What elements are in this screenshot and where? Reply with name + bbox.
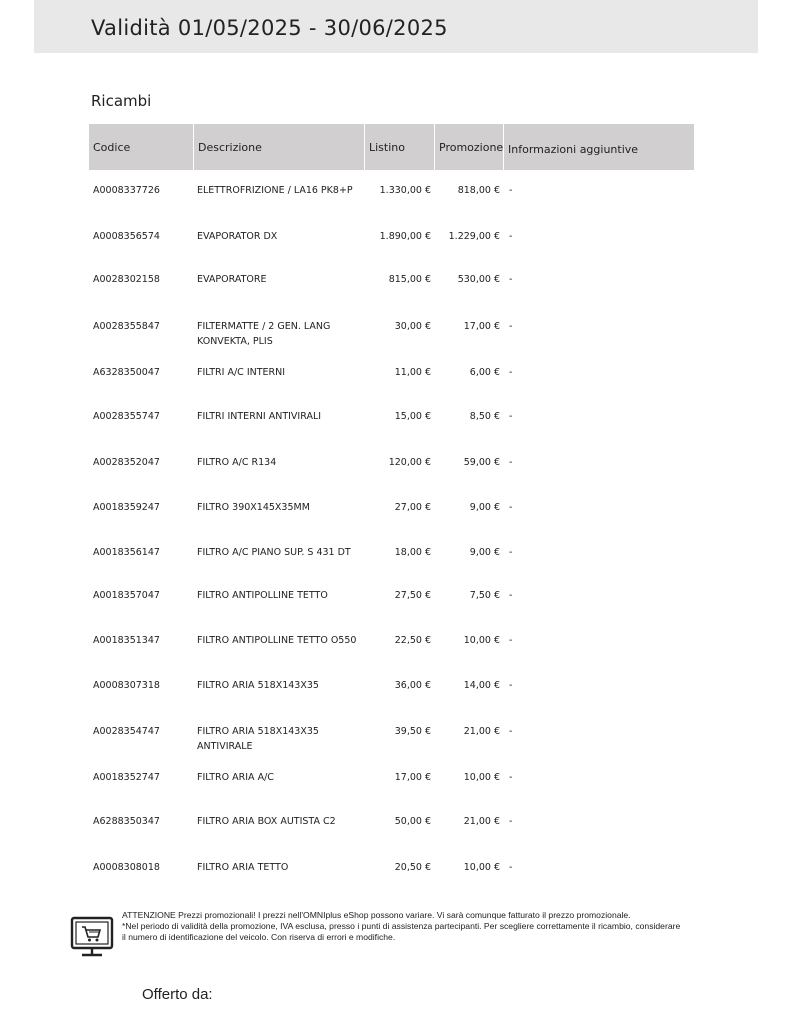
list-price: 20,50 €: [394, 862, 431, 873]
part-description: FILTRO 390X145X35MM: [197, 502, 310, 513]
part-description: EVAPORATOR DX: [197, 231, 278, 242]
additional-info: -: [509, 457, 513, 468]
promo-price: 59,00 €: [463, 457, 500, 468]
additional-info: -: [509, 772, 513, 783]
promo-price: 14,00 €: [463, 680, 500, 691]
part-code: A0008356574: [93, 231, 160, 242]
disclaimer: *Nel periodo di validità della promozione, IVA esclusa, presso i punti di assistenza partecipanti. Per scegliere correttamente il ricambio, considerare il numero di identificazione del veicolo. Con riserva di errori e modifiche.: [122, 921, 681, 942]
column-header-promo-price: Promozione: [435, 124, 504, 170]
part-code: A0018356147: [93, 547, 160, 558]
part-code: A0018357047: [93, 590, 160, 601]
list-price: 17,00 €: [394, 772, 431, 783]
part-code: A0028355747: [93, 411, 160, 422]
list-price: 815,00 €: [388, 274, 431, 285]
promo-price: 21,00 €: [463, 726, 500, 737]
list-price: 36,00 €: [394, 680, 431, 691]
promo-price: 9,00 €: [469, 502, 500, 513]
part-description: EVAPORATORE: [197, 274, 267, 285]
eshop-cart-icon: [70, 914, 118, 958]
part-description: FILTRO ARIA 518X143X35 ANTIVIRALE: [197, 726, 319, 752]
additional-info: -: [509, 726, 513, 737]
part-description: FILTRO A/C PIANO SUP. S 431 DT: [197, 547, 351, 558]
list-price: 1.890,00 €: [379, 231, 431, 242]
part-code: A0018352747: [93, 772, 160, 783]
promo-price: 7,50 €: [469, 590, 500, 601]
part-code: A0028352047: [93, 457, 160, 468]
list-price: 50,00 €: [394, 816, 431, 827]
additional-info: -: [509, 367, 513, 378]
promo-price: 6,00 €: [469, 367, 500, 378]
part-code: A6288350347: [93, 816, 160, 827]
part-description: FILTRO ARIA 518X143X35: [197, 680, 319, 691]
promo-price: 1.229,00 €: [448, 231, 500, 242]
part-description: FILTRI INTERNI ANTIVIRALI: [197, 411, 322, 422]
additional-info: -: [509, 590, 513, 601]
list-price: 15,00 €: [394, 411, 431, 422]
part-description: ELETTROFRIZIONE / LA16 PK8+P: [197, 185, 353, 196]
promo-price: 21,00 €: [463, 816, 500, 827]
part-description: FILTRO ANTIPOLLINE TETTO O550: [197, 635, 357, 646]
promo-price: 10,00 €: [463, 772, 500, 783]
list-price: 22,50 €: [394, 635, 431, 646]
additional-info: -: [509, 862, 513, 873]
list-price: 18,00 €: [394, 547, 431, 558]
part-description: FILTRO ARIA TETTO: [197, 862, 289, 873]
column-header-info: Informazioni aggiuntive: [508, 142, 639, 156]
part-code: A0018359247: [93, 502, 160, 513]
additional-info: -: [509, 274, 513, 285]
promo-price: 8,50 €: [469, 411, 500, 422]
list-price: 120,00 €: [388, 457, 431, 468]
part-code: A0018351347: [93, 635, 160, 646]
table-header: [89, 124, 694, 170]
list-price: 1.330,00 €: [379, 185, 431, 196]
part-code: A6328350047: [93, 367, 160, 378]
offered-by-label: Offerto da:: [142, 986, 213, 1003]
section-title: Ricambi: [91, 92, 152, 110]
list-price: 30,00 €: [394, 321, 431, 332]
part-description: FILTRO ARIA BOX AUTISTA C2: [197, 816, 336, 827]
part-code: A0028355847: [93, 321, 160, 332]
additional-info: -: [509, 816, 513, 827]
additional-info: -: [509, 185, 513, 196]
list-price: 27,50 €: [394, 590, 431, 601]
part-description: FILTRI A/C INTERNI: [197, 367, 286, 378]
additional-info: -: [509, 680, 513, 691]
column-header-list-price: Listino: [365, 124, 435, 170]
part-code: A0028302158: [93, 274, 160, 285]
additional-info: -: [509, 502, 513, 513]
validity-period: Validità 01/05/2025 - 30/06/2025: [91, 16, 448, 40]
promo-price: 9,00 €: [469, 547, 500, 558]
part-description: FILTRO ANTIPOLLINE TETTO: [197, 590, 328, 601]
footer-text: [122, 910, 682, 943]
column-header-code: Codice: [89, 124, 194, 170]
list-price: 39,50 €: [394, 726, 431, 737]
promo-price: 10,00 €: [463, 635, 500, 646]
promo-price: 17,00 €: [463, 321, 500, 332]
list-price: 27,00 €: [394, 502, 431, 513]
promo-price: 818,00 €: [457, 185, 500, 196]
promo-price: 10,00 €: [463, 862, 500, 873]
promo-price: 530,00 €: [457, 274, 500, 285]
part-code: A0008337726: [93, 185, 160, 196]
column-header-description: Descrizione: [194, 124, 365, 170]
promo-notice: ATTENZIONE Prezzi promozionali! I prezzi nell'OMNIplus eShop possono variare. Vi sarà comunque fatturato il prezzo promozionale.: [122, 910, 631, 920]
list-price: 11,00 €: [394, 367, 431, 378]
part-code: A0008308018: [93, 862, 160, 873]
part-description: FILTRO ARIA A/C: [197, 772, 274, 783]
additional-info: -: [509, 547, 513, 558]
part-description: FILTERMATTE / 2 GEN. LANG KONVEKTA, PLIS: [197, 321, 331, 347]
part-description: FILTRO A/C R134: [197, 457, 277, 468]
part-code: A0008307318: [93, 680, 160, 691]
additional-info: -: [509, 321, 513, 332]
additional-info: -: [509, 635, 513, 646]
additional-info: -: [509, 411, 513, 422]
additional-info: -: [509, 231, 513, 242]
part-code: A0028354747: [93, 726, 160, 737]
